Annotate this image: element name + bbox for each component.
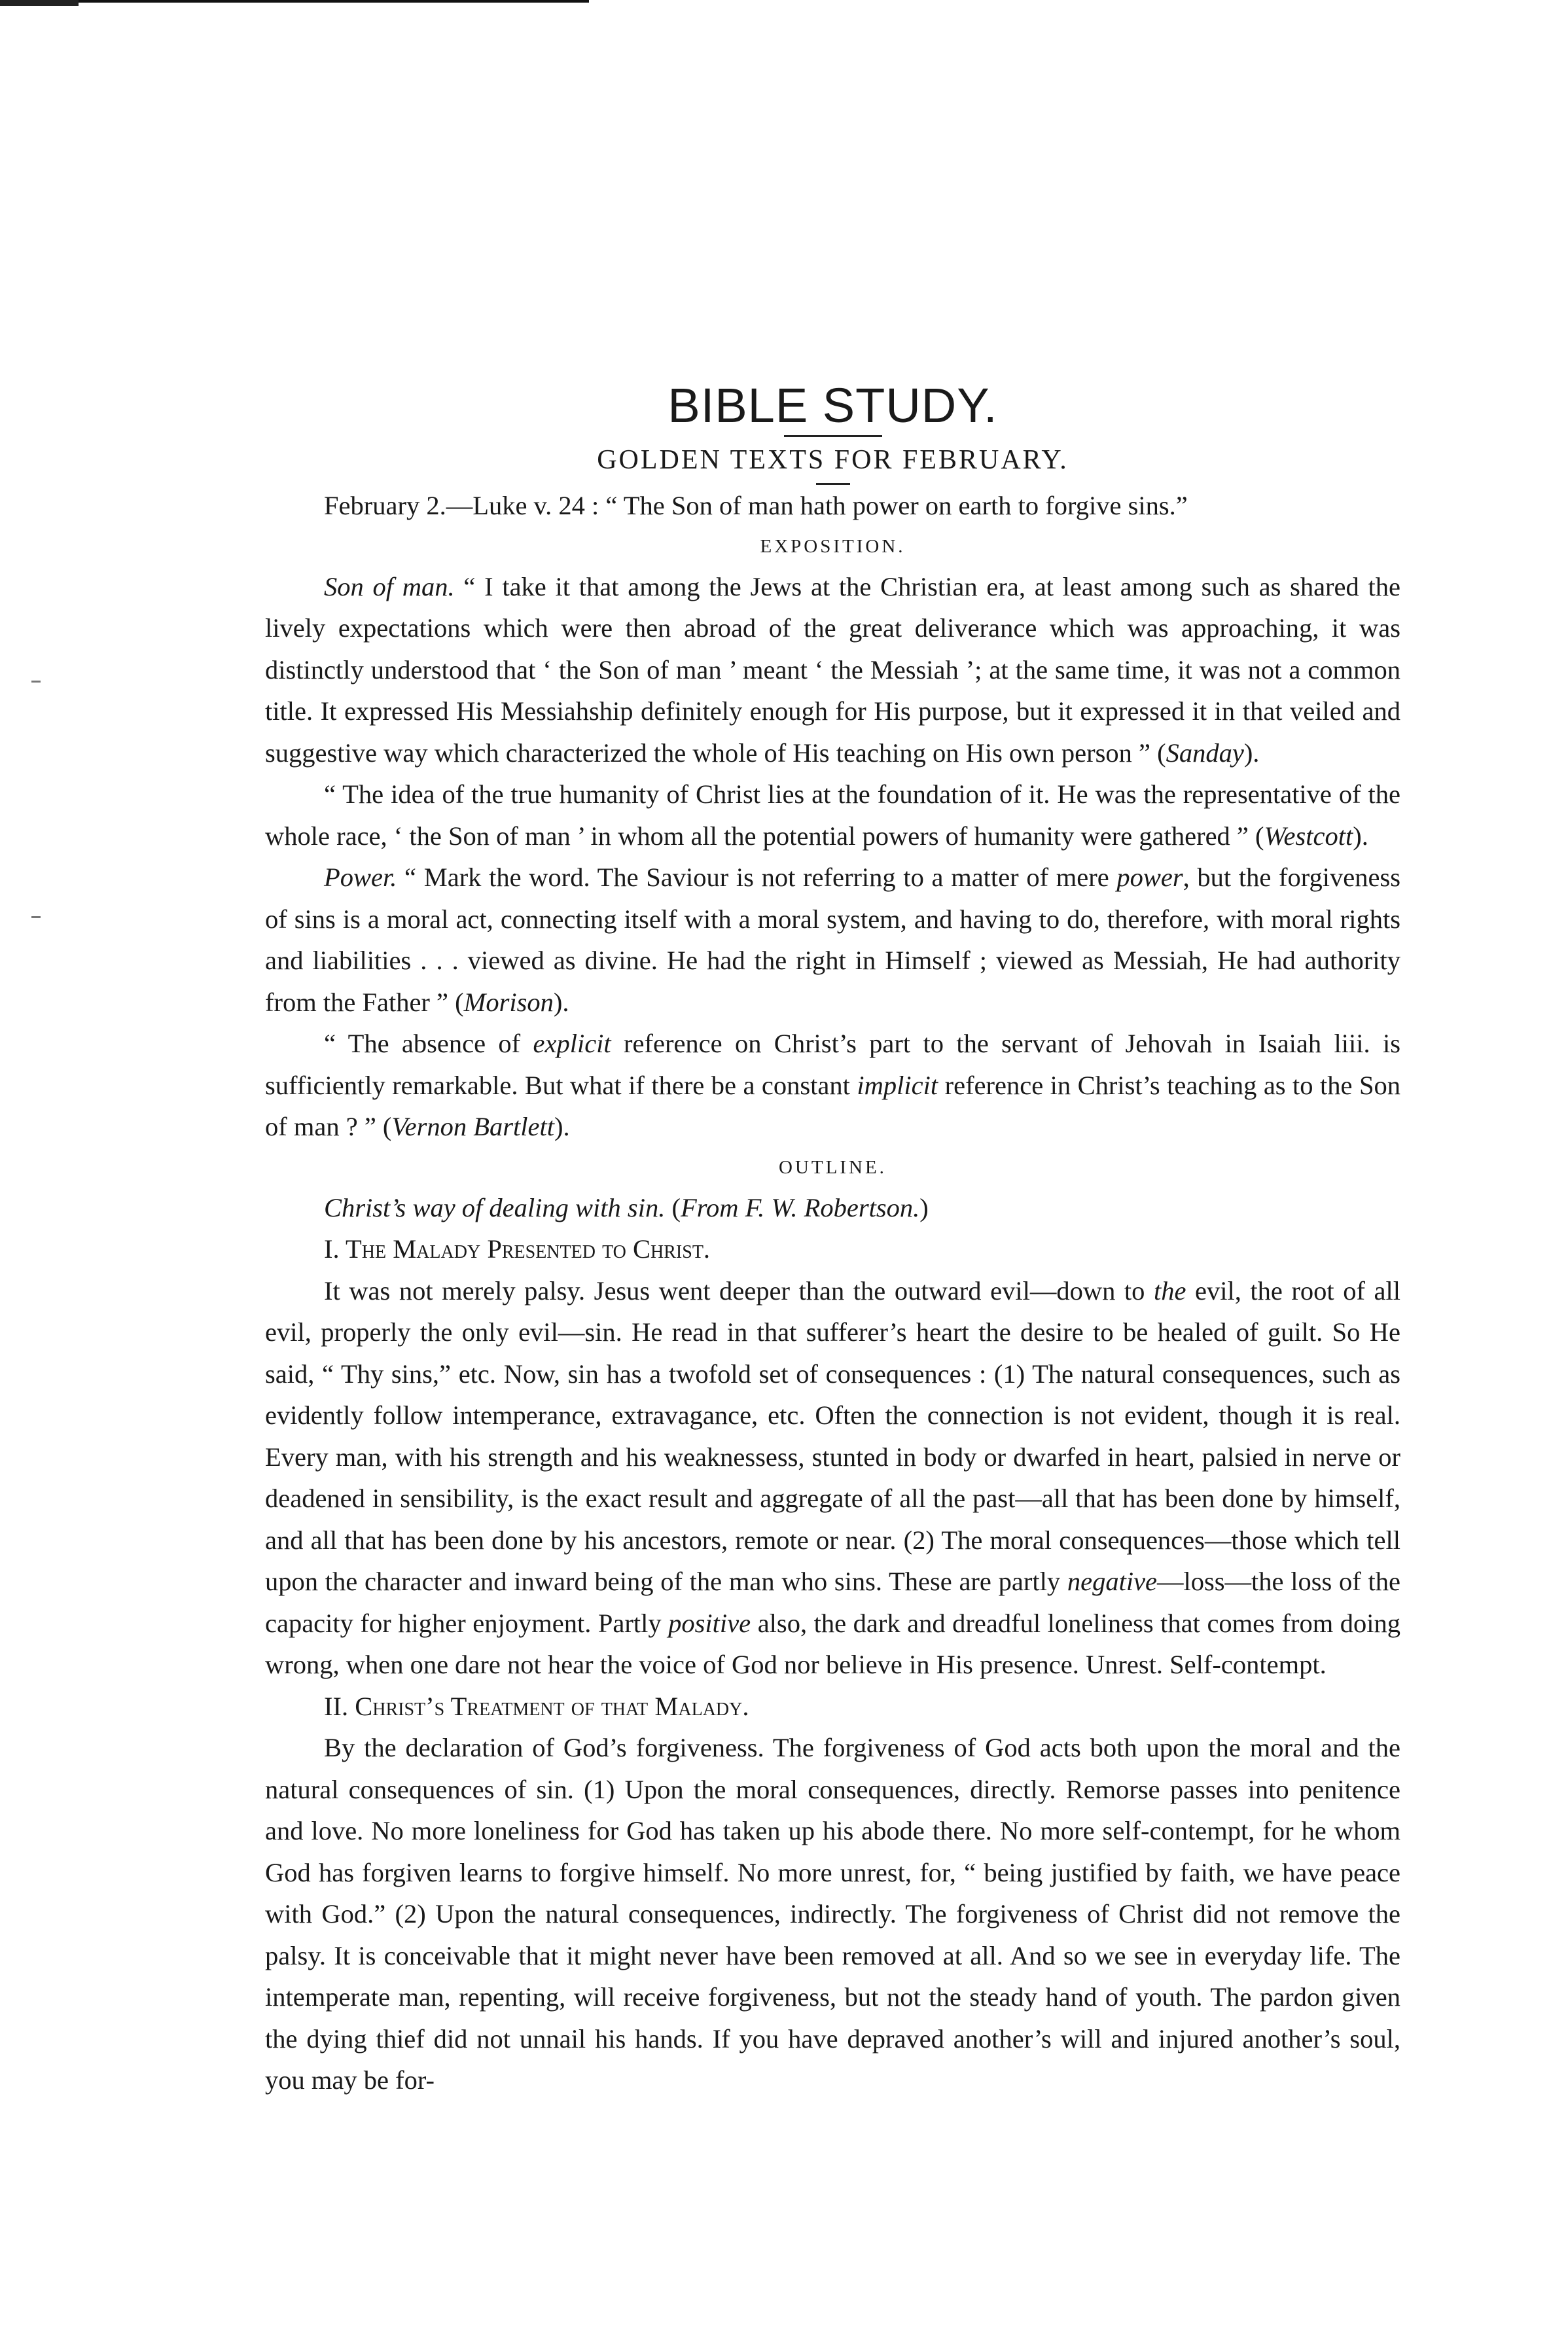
outline-title: Christ’s way of dealing with sin. (From F. W. Robertson.) — [324, 1192, 929, 1222]
outline-heading: OUTLINE. — [779, 1156, 887, 1178]
citation: Sanday — [1166, 738, 1244, 768]
exposition-paragraph-son-of-man: Son of man. “ I take it that among the Jews at the Christian era, at least among such as shared the lively expectations which were then abroad of the great deliverance which was approaching, it was distinctly understood that ‘ the Son of man ’ meant ‘ the Messiah ’; at the same time, it was not a common title. It expressed His Messiahship definitely enough for His purpose, but it expressed it in that veiled and suggestive way which characterized the whole of His teaching on His own person ” (Sanday). — [265, 571, 1400, 768]
term-son-of-man: Son of man. — [324, 571, 455, 601]
golden-text-verse: February 2.—Luke v. 24 : “ The Son of man hath power on earth to forgive sins.” — [324, 491, 1188, 520]
margin-mark — [31, 681, 41, 683]
term-power: Power. — [324, 862, 397, 892]
page-title: BIBLE STUDY. — [668, 378, 998, 433]
exposition-heading: EXPOSITION. — [760, 535, 906, 557]
exposition-paragraph-isaiah: “ The absence of explicit reference on Christ’s part to the servant of Jehovah in Isaiah liii. is sufficiently remarkable. But what if there be a constant implicit reference in Christ’s teaching as to the Son of man ? ” (Vernon Bartlett). — [265, 1029, 1400, 1141]
margin-mark — [31, 916, 41, 918]
citation: Westcott — [1264, 821, 1353, 851]
outline-paragraph-treatment: By the declaration of God’s forgiveness. The forgiveness of God acts both upon the moral and the natural consequences of sin. (1) Upon the moral consequences, directly. Remorse passes into penitence and love. No more loneliness for God has taken up his abode there. No more self-contempt, for he whom God has forgiven learns to forgive himself. No more unrest, for, “ being justified by faith, we have peace with God.” (2) Upon the natural consequences, indirectly. The forgiveness of Christ did not remove the palsy. It is conceivable that it might never have been removed at all. And so we see in everyday life. The intemperate man, repenting, will receive forgiveness, but not the steady hand of youth. The pardon given the dying thief did not unnail his hands. If you have depraved another’s will and injured another’s soul, you may be for- — [265, 1733, 1400, 2095]
outline-section-heading: II. Christ’s Treatment of that Malady. — [324, 1691, 749, 1721]
outline-source: From F. W. Robertson. — [680, 1192, 920, 1222]
section-subtitle: GOLDEN TEXTS FOR FEBRUARY. — [597, 445, 1069, 475]
citation: Morison — [463, 987, 554, 1017]
exposition-paragraph-humanity: “ The idea of the true humanity of Christ lies at the foundation of it. He was the representative of the whole race, ‘ the Son of man ’ in whom all the potential powers of humanity were gathered ” (Westcott). — [265, 779, 1400, 851]
outline-section-heading: I. The Malady Presented to Christ. — [324, 1234, 711, 1264]
page-body — [265, 376, 1400, 2101]
scan-edge-mark — [0, 0, 79, 6]
exposition-paragraph-power: Power. “ Mark the word. The Saviour is not referring to a matter of mere power, but the forgiveness of sins is a moral act, connecting itself with a moral system, and having to do, therefore, with moral rights and liabilities . . . viewed as divine. He had the right in Himself ; viewed as Messiah, He had authority from the Father ” (Morison). — [265, 862, 1400, 1017]
scan-edge-rule — [0, 0, 589, 3]
outline-paragraph-malady: It was not merely palsy. Jesus went deeper than the outward evil—down to the evil, the root of all evil, properly the only evil—sin. He read in that sufferer’s heart the desire to be healed of guilt. So He said, “ Thy sins,” etc. Now, sin has a twofold set of consequences : (1) The natural consequences, such as evidently follow intemperance, extravagance, etc. Often the connection is not evident, though it is real. Every man, with his strength and his weaknessess, stunted in body or dwarfed in heart, palsied in nerve or deadened in sensibility, is the exact result and aggregate of all the past—all that has been done by himself, and all that has been done by his ancestors, remote or near. (2) The moral consequences—those which tell upon the character and inward being of the man who sins. These are partly negative—loss—the loss of the capacity for higher enjoyment. Partly positive also, the dark and dreadful loneliness that comes from doing wrong, when one dare not hear the voice of God nor believe in His presence. Unrest. Self-contempt. — [265, 1275, 1400, 1679]
citation: Vernon Bartlett — [391, 1112, 555, 1141]
